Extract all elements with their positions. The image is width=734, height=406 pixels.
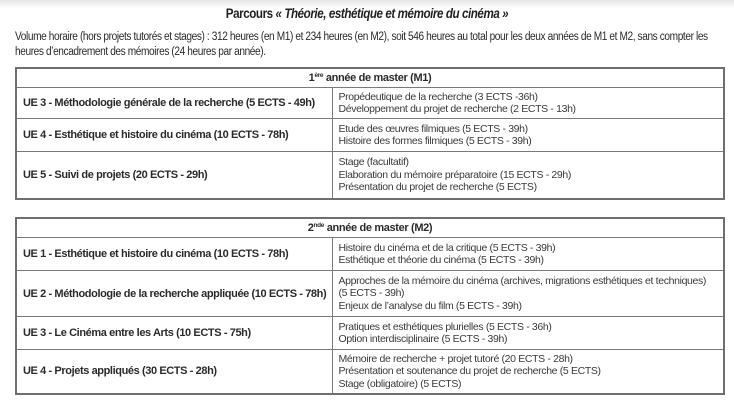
course-item: Enjeux de l’analyse du film (5 ECTS - 39h) <box>338 299 522 312</box>
year-label: année de master (M1) <box>323 72 432 84</box>
table-row <box>16 350 724 394</box>
course-item: Histoire du cinéma et de la critique (5 ECTS - 39h) <box>338 241 556 254</box>
table-header-row <box>16 218 724 238</box>
course-list <box>332 88 724 119</box>
table-row <box>16 317 724 350</box>
course-list <box>332 350 724 394</box>
course-item: Stage (facultatif) <box>338 156 409 168</box>
course-item: Elaboration du mémoire préparatoire (15 ECTS - 29h) <box>338 168 572 181</box>
course-item: Esthétique et théorie du cinéma (5 ECTS - 39h) <box>338 254 544 266</box>
hours-summary: Volume horaire (hors projets tutorés et stages) : 312 heures (en M1) et 234 heures (en M2), soit 546 heures au total pour les deux années de M1 et M2, sans compter les heures d’encadrement des mémoires (24 heures par année). <box>15 31 708 58</box>
course-item: Approches de la mémoire du cinéma (archives, migrations esthétiques et techniques) <box>338 274 707 287</box>
year-header-m1 <box>16 68 724 88</box>
page-title <box>51 6 682 21</box>
course-item: Présentation et soutenance du projet de recherche (5 ECTS) <box>338 365 601 377</box>
course-item: Stage (obligatoire) (5 ECTS) <box>338 377 462 390</box>
ue-title: UE 4 - Projets appliqués (30 ECTS - 28h) <box>16 350 332 394</box>
year-ordinal-suffix: ère <box>314 72 324 79</box>
m2-curriculum-table <box>15 217 725 395</box>
course-item: Propédeutique de la recherche (3 ECTS -36h) <box>338 90 538 103</box>
course-list <box>332 238 724 271</box>
year-ordinal-suffix: nde <box>313 222 325 229</box>
ue-title: UE 5 - Suivi de projets (20 ECTS - 29h) <box>16 152 332 199</box>
course-list <box>332 119 724 152</box>
year-ordinal: 1 <box>308 72 315 84</box>
year-ordinal: 2 <box>307 222 314 234</box>
ue-title: UE 4 - Esthétique et histoire du cinéma (10 ECTS - 78h) <box>16 119 332 152</box>
course-item: Pratiques et esthétiques plurielles (5 ECTS - 36h) <box>338 320 552 333</box>
course-list <box>332 152 724 199</box>
page-title-prefix: Parcours <box>225 6 276 21</box>
year-label: année de master (M2) <box>324 222 433 234</box>
course-item: Option interdisciplinaire (5 ECTS - 39h) <box>338 333 508 345</box>
table-header-row <box>16 68 724 88</box>
table-row <box>16 152 724 199</box>
course-item: Histoire des formes filmiques (5 ECTS - 39h) <box>338 135 532 147</box>
table-row <box>16 238 724 271</box>
course-list <box>332 271 724 317</box>
ue-title: UE 1 - Esthétique et histoire du cinéma (10 ECTS - 78h) <box>16 238 332 271</box>
m1-curriculum-table <box>15 67 725 200</box>
table-row <box>16 88 724 119</box>
course-item: Présentation du projet de recherche (5 ECTS) <box>338 181 537 193</box>
table-row <box>16 119 724 152</box>
ue-title: UE 3 - Méthodologie générale de la recherche (5 ECTS - 49h) <box>16 88 332 119</box>
ue-title: UE 3 - Le Cinéma entre les Arts (10 ECTS - 75h) <box>16 317 332 350</box>
table-row <box>16 271 724 317</box>
year-header-m2 <box>16 218 724 238</box>
course-item: Mémoire de recherche + projet tutoré (20 ECTS - 28h) <box>338 352 573 365</box>
course-item: Développement du projet de recherche (2 ECTS - 13h) <box>338 103 576 115</box>
course-list <box>332 317 724 350</box>
ue-title: UE 2 - Méthodologie de la recherche appliquée (10 ECTS - 78h) <box>16 271 332 317</box>
page-title-program: « Théorie, esthétique et mémoire du cinéma » <box>275 6 509 21</box>
course-item: Etude des œuvres filmiques (5 ECTS - 39h) <box>338 122 528 135</box>
course-item: (5 ECTS - 39h) <box>338 287 405 300</box>
